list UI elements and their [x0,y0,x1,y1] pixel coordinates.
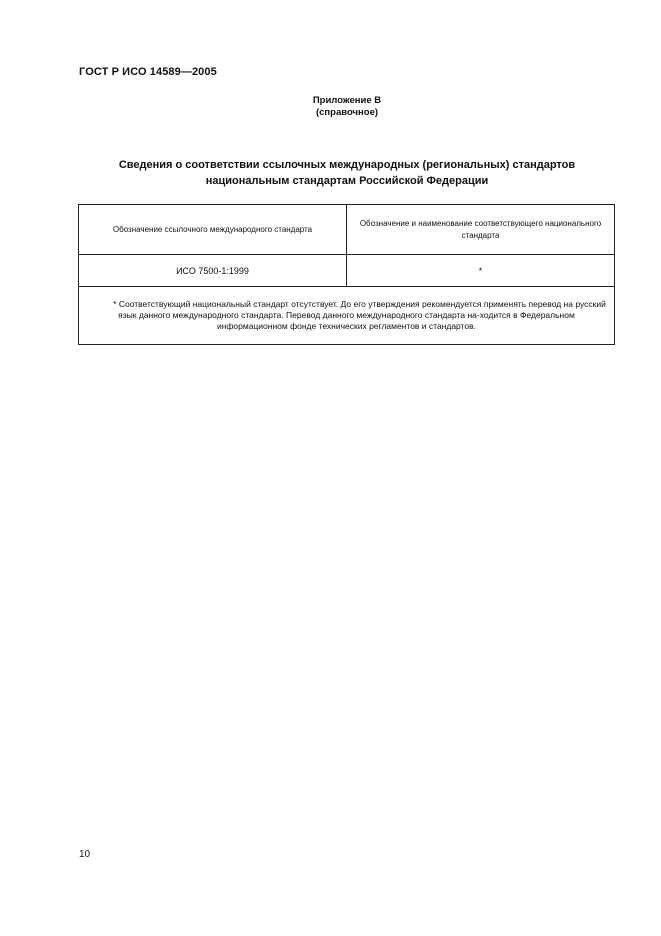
section-title-line-2: национальным стандартам Российской Федерации [205,175,489,187]
table-footnote-row [79,287,615,345]
header-international-standard: Обозначение ссылочного международного стандарта [79,205,347,255]
table-footnote: * Соответствующий национальный стандарт отсутствует. До его утверждения рекомендуется применять перевод на русский язык данного международного стандарта. Перевод данного международного стандарта на-ходится в Федеральном информационном фонде технических регламентов и стандартов. [79,287,615,345]
cell-international-standard: ИСО 7500-1:1999 [79,255,347,287]
table-row [79,255,615,287]
appendix-title: Приложение В [312,95,382,106]
cell-national-standard: * [347,255,615,287]
header-national-standard: Обозначение и наименование соответствующего национального стандарта [347,205,615,255]
section-title-line-1: Сведения о соответствии ссылочных международных (региональных) стандартов [118,159,576,171]
document-header: ГОСТ Р ИСО 14589—2005 [79,66,217,78]
section-title [79,157,615,189]
table-header-row [79,205,615,255]
page-number: 10 [79,849,91,860]
reference-standards-table [78,204,615,345]
appendix-type: (справочное) [315,107,379,118]
